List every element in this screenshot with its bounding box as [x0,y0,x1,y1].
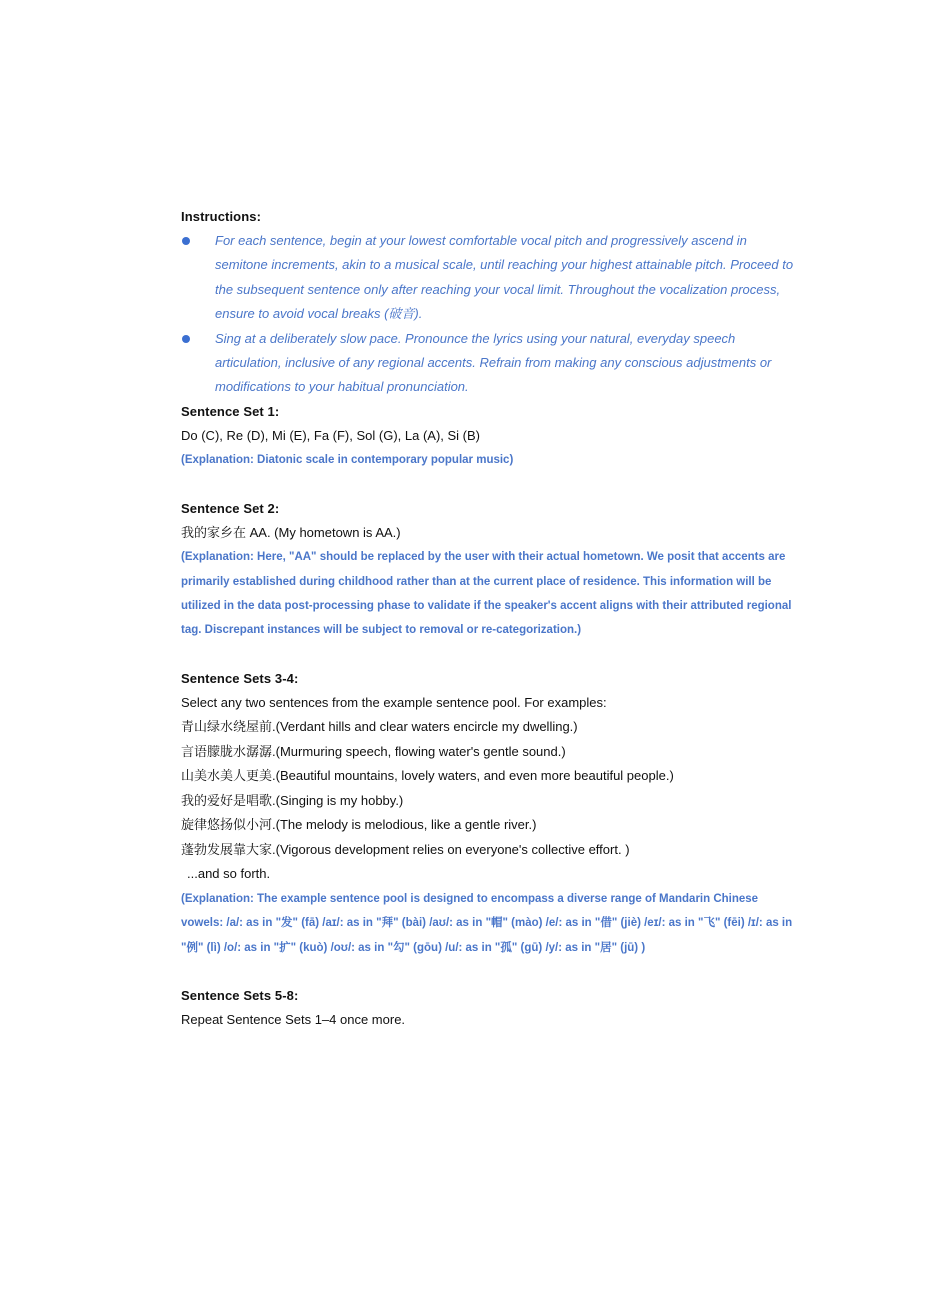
instructions-heading: Instructions: [181,209,262,224]
instructions-list [181,229,793,400]
example-sentence: 言语朦胧水潺潺.(Murmuring speech, flowing water's gentle sound.) [181,743,566,759]
document-body [181,205,793,1033]
and-so-forth: ...and so forth. [187,866,271,882]
sets34-heading: Sentence Sets 3-4: [181,670,299,686]
set2-explanation: (Explanation: Here, "AA" should be replaced by the user with their actual hometown. We posit that accents are primarily established during childhood rather than at the current place of residence. This information will be utilized in the data post-processing phase to validate if the speaker's accent aligns with their attributed regional tag. Discrepant instances will be subject to removal or re-categorization.) [181,551,792,637]
example-sentence: 蓬勃发展靠大家.(Vigorous development relies on everyone's collective effort. ) [181,841,630,857]
example-sentence: 山美水美人更美.(Beautiful mountains, lovely waters, and even more beautiful people.) [181,768,674,784]
bullet-dot-icon [182,237,190,245]
set1-heading: Sentence Set 1: [181,403,280,419]
example-sentence: 青山绿水绕屋前.(Verdant hills and clear waters encircle my dwelling.) [181,719,578,735]
instruction-item [181,327,799,400]
bullet-dot-icon [182,335,190,343]
set2-line: 我的家乡在 AA. (My hometown is AA.) [181,524,401,540]
sets58-line: Repeat Sentence Sets 1–4 once more. [181,1012,406,1028]
example-sentence: 我的爱好是唱歌.(Singing is my hobby.) [181,792,404,808]
sets34-intro: Select any two sentences from the example sentence pool. For examples: [181,694,607,710]
instruction-item [181,229,799,327]
sets58-heading: Sentence Sets 5-8: [181,988,299,1004]
example-sentence: 旋律悠扬似小河.(The melody is melodious, like a gentle river.) [181,817,537,833]
set1-explanation: (Explanation: Diatonic scale in contemporary popular music) [181,454,514,467]
set2-heading: Sentence Set 2: [181,500,280,516]
instruction-text: For each sentence, begin at your lowest comfortable vocal pitch and progressively ascend in semitone increments, akin to a musical scale, until reaching your highest attainable pitch. Proceed to the subsequent sentence only after reaching your vocal limit. Throughout the vocalization process, ensure to avoid vocal breaks (破音). [215,233,794,322]
sets34-explanation: (Explanation: The example sentence pool is designed to encompass a diverse range of Mandarin Chinese vowels: /a/: as in "发" (fā) /aɪ/: as in "拜" (bài) /aʊ/: as in "帽" (mào) /e/: as in "借" (jiè) /eɪ/: as in "飞" (fēi) /ɪ/: as in "例" (lì) /o/: as in "扩" (kuò) /oʊ/: as in "勾" (gōu) /u/: as in "孤" (gū) /y/: as in "居" (jū) ) [181,892,793,954]
instruction-text: Sing at a deliberately slow pace. Pronounce the lyrics using your natural, everyday speech articulation, inclusive of any regional accents. Refrain from making any conscious adjustments or modifications to your habitual pronunciation. [215,330,772,395]
set1-line: Do (C), Re (D), Mi (E), Fa (F), Sol (G), La (A), Si (B) [181,427,481,443]
